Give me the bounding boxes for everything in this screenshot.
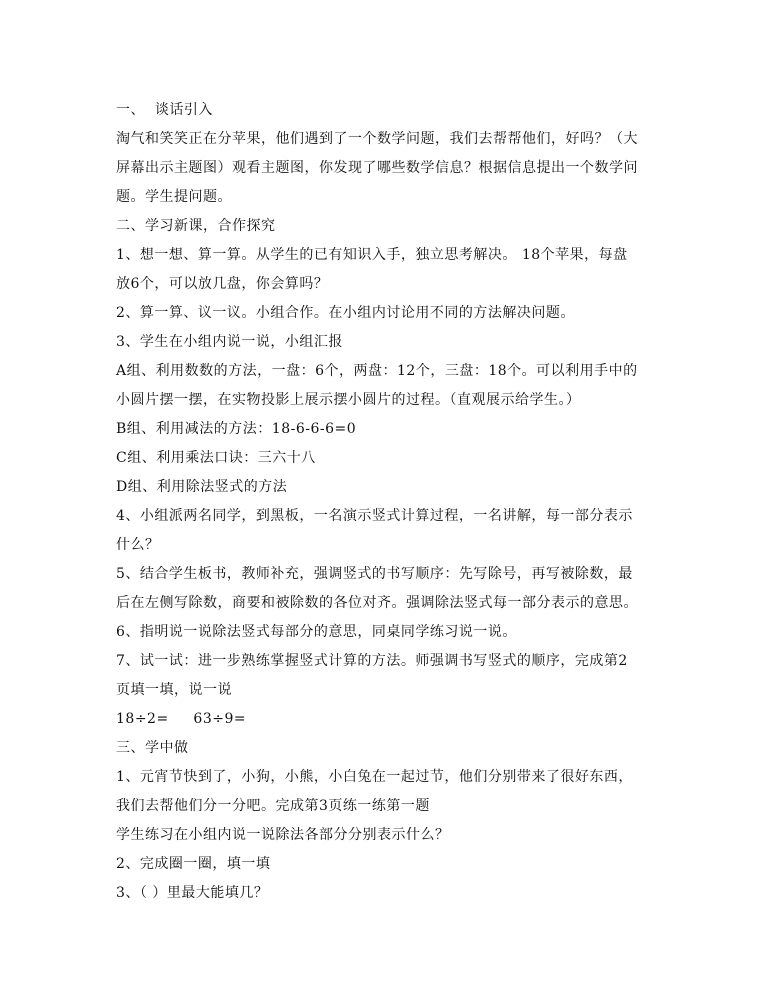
- heading-intro: 一、 谈话引入: [116, 102, 213, 118]
- paragraph-line: 4、小组派两名同学，到黑板，一名演示竖式计算过程，一名讲解，每一部分表示: [116, 508, 633, 524]
- paragraph-line: 题。学生提问题。: [116, 189, 232, 205]
- paragraph-line: 放6个，可以放几盘，你会算吗？: [116, 276, 329, 292]
- paragraph-line: 6、指明说一说除法竖式每部分的意思，同桌同学练习说一说。: [116, 624, 517, 640]
- paragraph-line: 2、完成圈一圈，填一填: [116, 856, 271, 872]
- paragraph-line: 我们去帮他们分一分吧。完成第3页练一练第一题: [116, 798, 430, 814]
- paragraph-line: 淘气和笑笑正在分苹果，他们遇到了一个数学问题，我们去帮帮他们，好吗？（大: [116, 131, 638, 147]
- paragraph-line: D组、利用除法竖式的方法: [116, 479, 288, 495]
- paragraph-line: 屏幕出示主题图）观看主题图，你发现了哪些数学信息？根据信息提出一个数学问: [116, 160, 638, 176]
- document-body: [116, 96, 656, 908]
- paragraph-line: 3、学生在小组内说一说，小组汇报: [116, 334, 343, 350]
- paragraph-line: 页填一填，说一说: [116, 682, 232, 698]
- paragraph-line: 1、元宵节快到了，小狗，小熊，小白兔在一起过节，他们分别带来了很好东西，: [116, 769, 633, 785]
- heading-practice: 三、学中做: [116, 740, 189, 756]
- paragraph-line: 学生练习在小组内说一说除法各部分分别表示什么？: [116, 827, 450, 843]
- paragraph-line: C组、利用乘法口诀：三六十八: [116, 450, 316, 466]
- paragraph-line: 3、（ ）里最大能填几？: [116, 885, 269, 901]
- exercise-line: 18÷2= 63÷9=: [116, 711, 247, 727]
- paragraph-line: 7、试一试：进一步熟练掌握竖式计算的方法。师强调书写竖式的顺序，完成第2: [116, 653, 628, 669]
- paragraph-line: 1、想一想、算一算。从学生的已有知识入手，独立思考解决。 18个苹果，每盘: [116, 247, 628, 263]
- paragraph-line: 后在左侧写除数，商要和被除数的各位对齐。强调除法竖式每一部分表示的意思。: [116, 595, 638, 611]
- paragraph-line: 5、结合学生板书，教师补充，强调竖式的书写顺序：先写除号，再写被除数，最: [116, 566, 633, 582]
- paragraph-line: B组、利用减法的方法：18-6-6-6=0: [116, 421, 357, 437]
- heading-new-lesson: 二、学习新课，合作探究: [116, 218, 276, 234]
- paragraph-line: 2、算一算、议一议。小组合作。在小组内讨论用不同的方法解决问题。: [116, 305, 575, 321]
- paragraph-line: 什么？: [116, 537, 160, 553]
- paragraph-line: 小圆片摆一摆，在实物投影上展示摆小圆片的过程。（直观展示给学生。）: [116, 392, 581, 408]
- paragraph-line: A组、利用数数的方法，一盘：6个，两盘：12个，三盘：18个。可以利用手中的: [116, 363, 638, 379]
